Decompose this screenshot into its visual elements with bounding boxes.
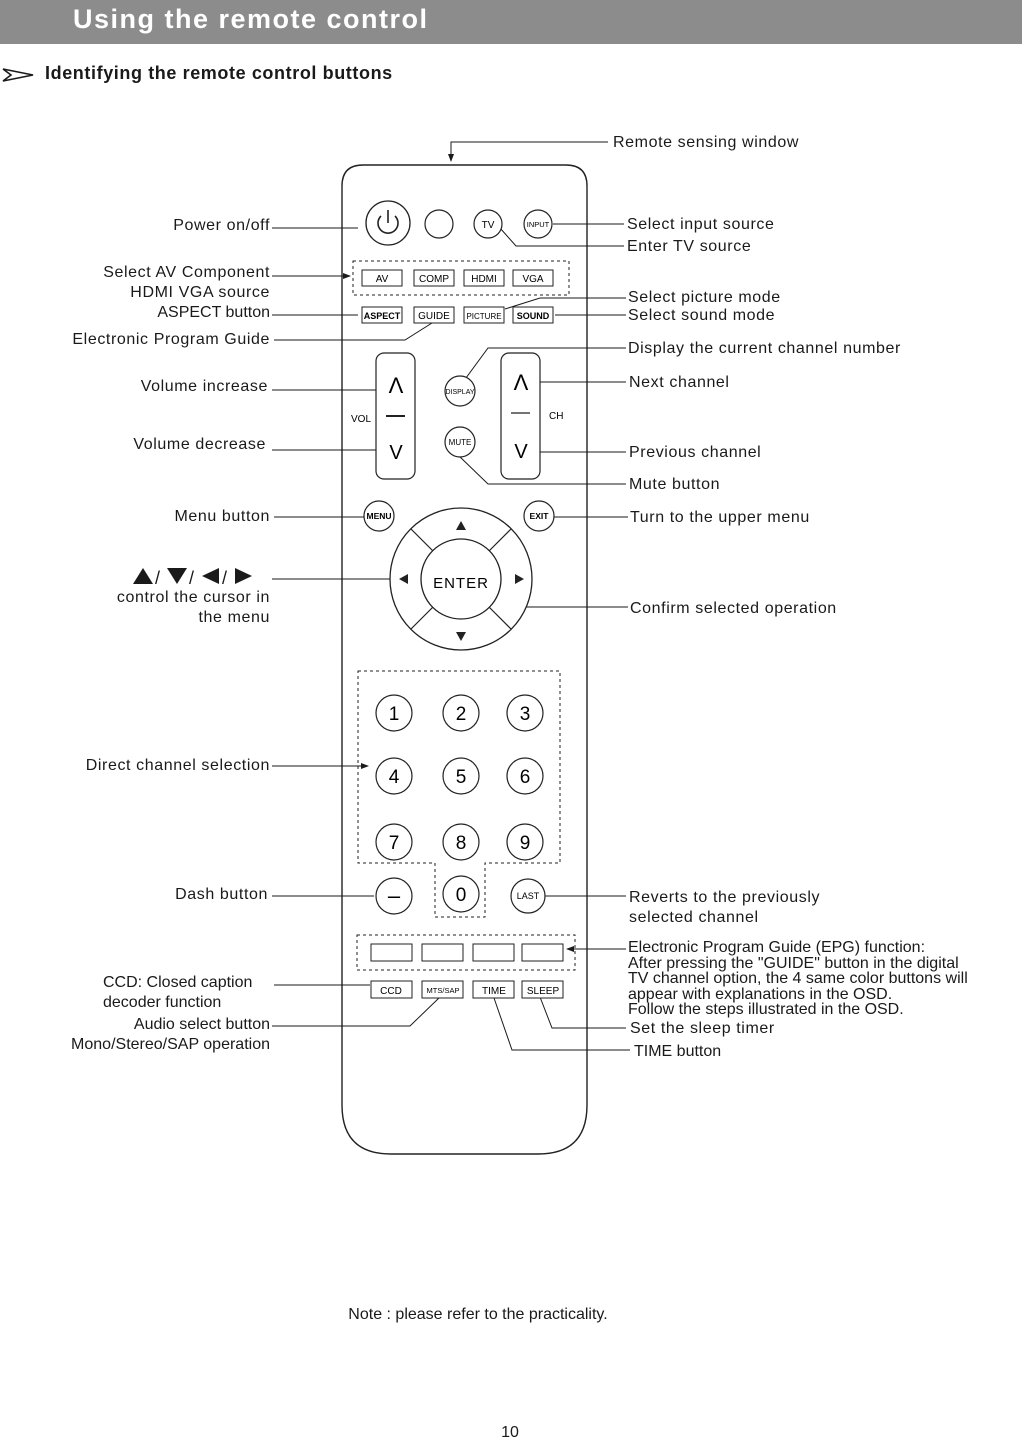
mts-sap-button[interactable] — [422, 981, 463, 998]
svg-text:EXIT: EXIT — [529, 511, 549, 521]
label-select-picture: Select picture mode — [628, 289, 781, 306]
enter-button[interactable]: ENTER — [433, 575, 489, 592]
channel-rocker[interactable] — [501, 353, 540, 479]
input-button[interactable] — [524, 210, 552, 238]
label-time: TIME button — [634, 1043, 722, 1060]
digit-label: 9 — [519, 833, 531, 854]
svg-text:INPUT: INPUT — [526, 220, 550, 229]
cursor-arrow-icons — [133, 568, 252, 588]
indicator-light — [425, 210, 453, 238]
digit-button-8[interactable] — [443, 824, 479, 860]
digit-label: 5 — [455, 767, 467, 788]
svg-text:MTS/SAP: MTS/SAP — [426, 986, 460, 995]
hdmi-button[interactable] — [464, 270, 504, 286]
label-sleep: Set the sleep timer — [630, 1020, 775, 1037]
label-audio-1: Audio select button — [133, 1016, 270, 1033]
label-epg-button: Electronic Program Guide — [72, 331, 270, 348]
label-epg-function — [628, 940, 968, 1018]
digit-button-3[interactable] — [507, 695, 543, 731]
guide-button[interactable] — [414, 307, 454, 323]
svg-text:MENU: MENU — [366, 511, 392, 521]
power-button[interactable] — [366, 201, 410, 245]
ccd-button[interactable] — [371, 981, 412, 998]
comp-button[interactable] — [414, 270, 454, 286]
color-button-4[interactable] — [522, 944, 563, 961]
label-cursor-1: control the cursor in — [116, 589, 270, 606]
label-aspect: ASPECT button — [157, 304, 270, 321]
svg-text:/: / — [155, 568, 161, 588]
picture-button[interactable] — [464, 307, 504, 323]
digit-label: 2 — [455, 704, 467, 725]
svg-text:AV: AV — [375, 274, 389, 285]
mute-button[interactable] — [445, 427, 475, 457]
color-button-1[interactable] — [371, 944, 412, 961]
digit-label: 3 — [519, 704, 531, 725]
volume-rocker[interactable] — [376, 353, 415, 479]
label-next-channel: Next channel — [629, 374, 730, 391]
epg-line-5: Follow the steps illustrated in the OSD. — [628, 1001, 904, 1018]
svg-text:LAST: LAST — [516, 891, 540, 901]
page-number: 10 — [501, 1424, 519, 1441]
svg-text:DISPLAY: DISPLAY — [445, 389, 475, 396]
svg-text:TIME: TIME — [482, 986, 506, 997]
digit-button-2[interactable] — [443, 695, 479, 731]
color-button-3[interactable] — [473, 944, 514, 961]
footer-note: Note : please refer to the practicality. — [348, 1306, 608, 1323]
exit-button[interactable] — [524, 501, 554, 531]
label-direct-channel: Direct channel selection — [85, 757, 270, 774]
color-button-2[interactable] — [422, 944, 463, 961]
svg-text:MUTE: MUTE — [448, 438, 472, 447]
label-av-component-1: Select AV Component — [103, 264, 270, 281]
label-volume-decrease: Volume decrease — [133, 436, 266, 453]
volume-up-icon: Λ — [388, 373, 404, 398]
digit-button-4[interactable] — [376, 758, 412, 794]
label-remote-sensing: Remote sensing window — [613, 134, 800, 151]
svg-text:HDMI: HDMI — [471, 274, 497, 285]
label-av-component-2: HDMI VGA source — [130, 284, 270, 301]
epg-line-1: Electronic Program Guide (EPG) function: — [628, 939, 926, 956]
label-mute: Mute button — [629, 476, 721, 493]
label-reverts-2: selected channel — [629, 909, 759, 926]
digit-label: 1 — [388, 704, 400, 725]
channel-down-icon: V — [514, 441, 528, 463]
digit-button-6[interactable] — [507, 758, 543, 794]
vol-label: VOL — [351, 414, 372, 425]
channel-up-icon: Λ — [513, 370, 529, 395]
label-reverts-1: Reverts to the previously — [629, 889, 821, 906]
label-dash: Dash button — [175, 886, 268, 903]
last-button[interactable] — [511, 879, 545, 913]
label-menu: Menu button — [174, 508, 270, 525]
vga-button[interactable] — [513, 270, 553, 286]
aspect-button[interactable] — [362, 307, 402, 323]
svg-text:–: – — [387, 883, 401, 908]
digit-button-9[interactable] — [507, 824, 543, 860]
label-volume-increase: Volume increase — [140, 378, 268, 395]
svg-text:PICTURE: PICTURE — [466, 312, 502, 321]
label-ccd-1: CCD: Closed caption — [103, 974, 253, 991]
svg-text:SOUND: SOUND — [516, 311, 550, 321]
volume-down-icon: V — [389, 442, 403, 464]
av-button[interactable] — [362, 270, 402, 286]
digit-label: 7 — [388, 833, 400, 854]
digit-label: 6 — [519, 767, 531, 788]
display-button[interactable] — [445, 376, 475, 406]
label-select-input: Select input source — [627, 216, 775, 233]
menu-button[interactable] — [364, 501, 394, 531]
digit-button-1[interactable] — [376, 695, 412, 731]
svg-text:TV: TV — [481, 220, 495, 231]
epg-line-4: appear with explanations in the OSD. — [628, 985, 893, 1003]
label-display-channel: Display the current channel number — [628, 340, 901, 357]
label-power: Power on/off — [173, 217, 270, 234]
digit-button-0[interactable] — [443, 876, 479, 912]
epg-line-3: TV channel option, the 4 same color buttons will — [628, 970, 968, 987]
svg-text:GUIDE: GUIDE — [418, 311, 450, 322]
sound-button[interactable] — [513, 307, 553, 323]
sleep-button[interactable] — [522, 981, 563, 998]
svg-text:VGA: VGA — [522, 274, 544, 285]
svg-text:ASPECT: ASPECT — [363, 311, 401, 321]
ch-label: CH — [549, 411, 564, 422]
label-ccd-2: decoder function — [103, 994, 222, 1011]
label-previous-channel: Previous channel — [629, 444, 762, 461]
digit-button-5[interactable] — [443, 758, 479, 794]
tv-button[interactable] — [474, 210, 502, 238]
svg-text:/: / — [189, 568, 195, 588]
svg-text:COMP: COMP — [419, 274, 449, 285]
digit-label: 0 — [455, 885, 467, 906]
label-confirm: Confirm selected operation — [630, 600, 837, 617]
time-button[interactable] — [473, 981, 514, 998]
label-select-sound: Select sound mode — [628, 307, 776, 324]
label-audio-2: Mono/Stereo/SAP operation — [71, 1036, 270, 1053]
label-cursor-2: the menu — [198, 609, 270, 626]
label-enter-tv: Enter TV source — [627, 238, 752, 255]
svg-text:/: / — [222, 568, 228, 588]
dash-button[interactable] — [376, 878, 412, 914]
section-title: Identifying the remote control buttons — [45, 63, 393, 83]
digit-button-7[interactable] — [376, 824, 412, 860]
page-title: Using the remote control — [73, 4, 429, 34]
svg-text:CCD: CCD — [380, 986, 402, 997]
digit-label: 8 — [455, 833, 467, 854]
label-upper-menu: Turn to the upper menu — [630, 509, 810, 526]
digit-label: 4 — [388, 767, 400, 788]
svg-text:SLEEP: SLEEP — [526, 986, 560, 997]
epg-line-2: After pressing the "GUIDE" button in the digital — [628, 954, 959, 972]
